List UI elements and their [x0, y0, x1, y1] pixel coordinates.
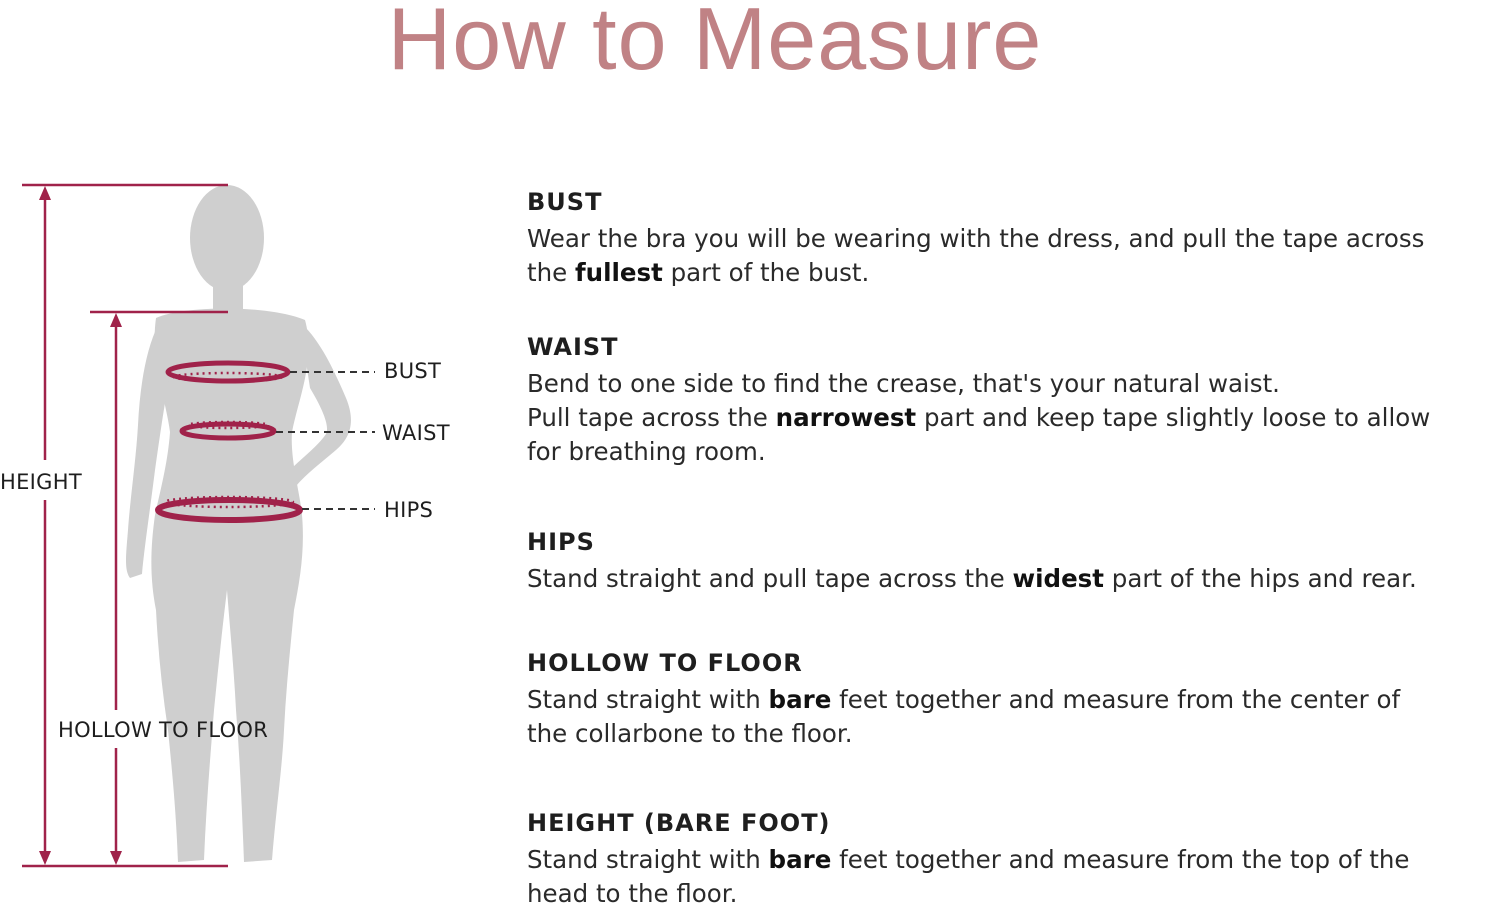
body-text: feet together and measure from the top of the	[831, 845, 1410, 874]
body-text: Bend to one side to find the crease, that's your natural waist.	[527, 369, 1280, 398]
body-line	[527, 367, 1499, 401]
label-waist: WAIST	[382, 421, 450, 445]
section-hips	[527, 528, 1499, 596]
body-text: Stand straight with	[527, 685, 769, 714]
body-line	[527, 717, 1499, 751]
label-bust: BUST	[384, 359, 442, 383]
measurement-figure	[0, 170, 480, 894]
label-hips: HIPS	[384, 498, 434, 522]
body-text: feet together and measure from the center of	[831, 685, 1401, 714]
section-body	[527, 367, 1499, 469]
page-title: How to Measure	[387, 0, 1043, 88]
section-hollow-to-floor	[527, 649, 1499, 751]
height-arrow-up	[39, 186, 51, 200]
emphasis-text: bare	[768, 845, 832, 874]
body-text: the collarbone to the floor.	[527, 719, 853, 748]
figure-svg	[0, 170, 480, 890]
height-arrow-down	[39, 851, 51, 865]
body-line	[527, 683, 1499, 717]
body-line	[527, 401, 1499, 435]
body-text: Stand straight with	[527, 845, 769, 874]
torso-legs-shape	[151, 308, 308, 862]
body-text: part of the hips and rear.	[1103, 564, 1417, 593]
section-heading: WAIST	[527, 333, 619, 361]
hollow-arrow-down	[110, 851, 122, 865]
section-waist	[527, 333, 1499, 469]
section-heading: HEIGHT (BARE FOOT)	[527, 809, 831, 837]
body-line	[527, 562, 1499, 596]
label-height: HEIGHT	[0, 470, 82, 494]
section-body	[527, 683, 1499, 751]
body-text: part and keep tape slightly loose to allow	[916, 403, 1431, 432]
body-text: part of the bust.	[662, 258, 870, 287]
hollow-arrow-up	[110, 313, 122, 327]
body-silhouette	[126, 185, 351, 862]
section-body	[527, 843, 1499, 911]
body-text: for breathing room.	[527, 437, 766, 466]
body-text: Stand straight and pull tape across the	[527, 564, 1013, 593]
section-body	[527, 562, 1499, 596]
body-text: Pull tape across the	[527, 403, 776, 432]
emphasis-text: bare	[768, 685, 832, 714]
section-heading: HIPS	[527, 528, 595, 556]
body-text: Wear the bra you will be wearing with the dress, and pull the tape across	[527, 224, 1425, 253]
section-height-bare-foot	[527, 809, 1499, 911]
body-line	[527, 435, 1499, 469]
body-text: head to the floor.	[527, 879, 738, 908]
section-body	[527, 222, 1499, 290]
section-heading: HOLLOW TO FLOOR	[527, 649, 803, 677]
label-hollow-to-floor: HOLLOW TO FLOOR	[58, 718, 269, 742]
emphasis-text: widest	[1012, 564, 1104, 593]
body-text: the	[527, 258, 575, 287]
body-line	[527, 256, 1499, 290]
body-line	[527, 222, 1499, 256]
body-line	[527, 877, 1499, 911]
section-bust	[527, 188, 1499, 290]
emphasis-text: narrowest	[775, 403, 917, 432]
body-line	[527, 843, 1499, 877]
head-shape	[190, 185, 264, 291]
emphasis-text: fullest	[575, 258, 663, 287]
section-heading: BUST	[527, 188, 603, 216]
